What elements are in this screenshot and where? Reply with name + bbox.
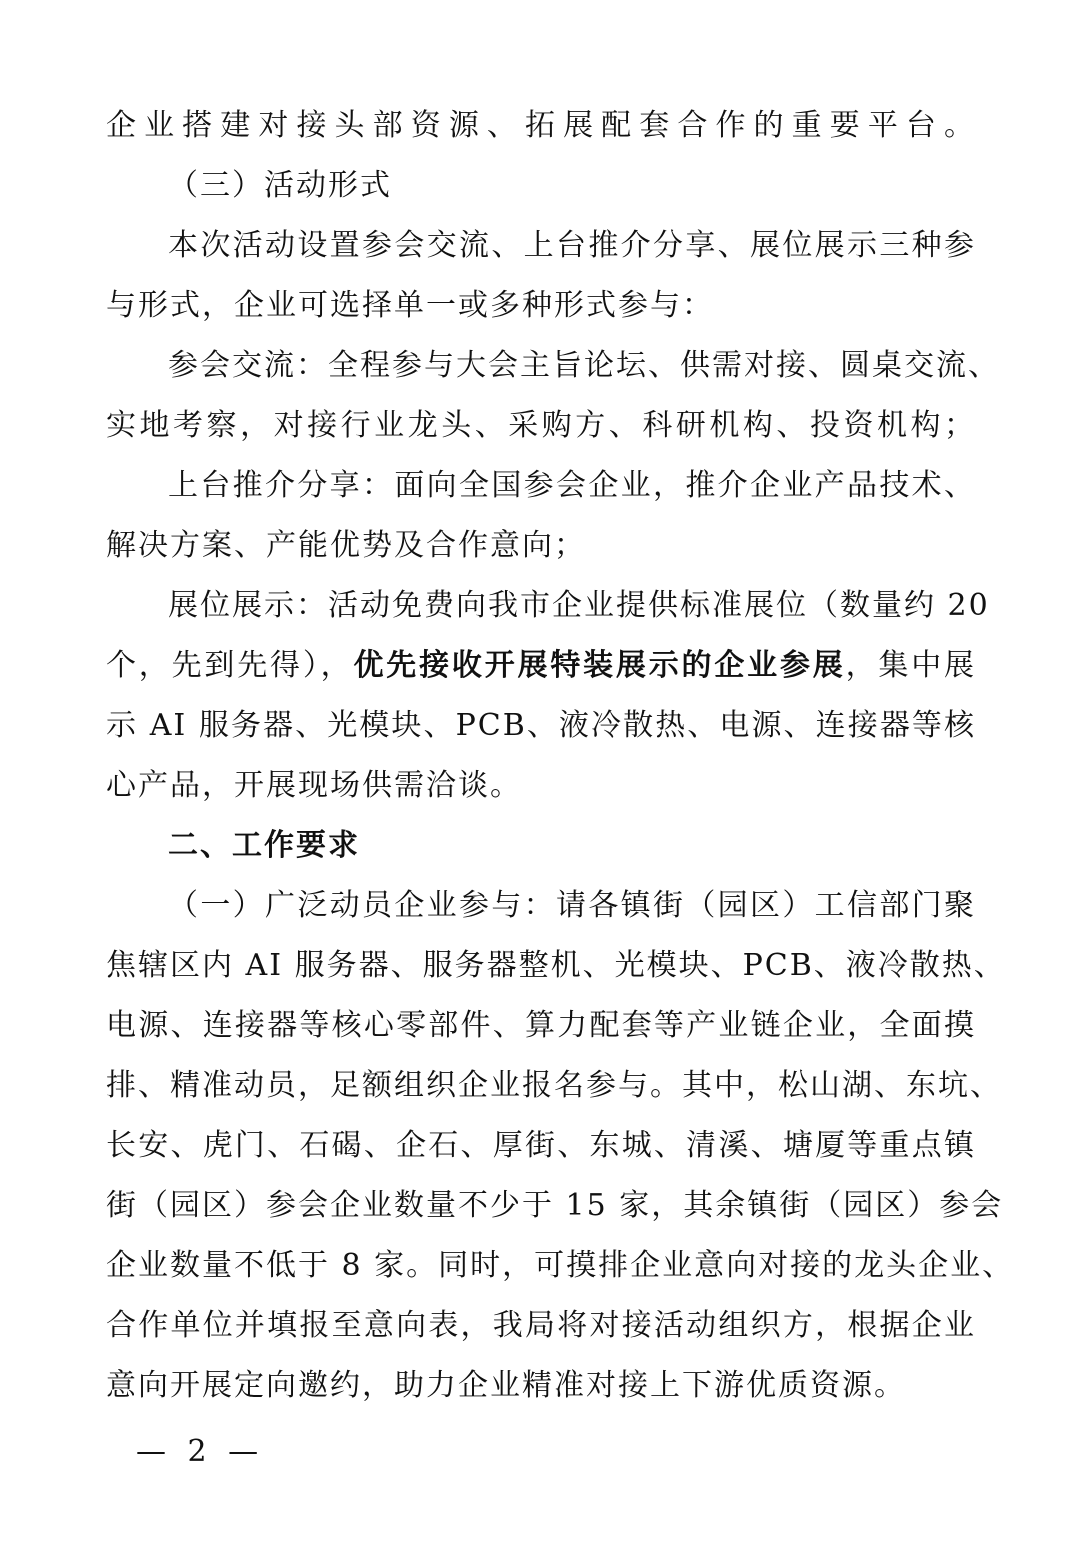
text-line: 长安、虎门、石碣、企石、厚街、东城、清溪、塘厦等重点镇	[106, 1128, 976, 1163]
text-line: 心产品，开展现场供需洽谈。	[106, 768, 522, 803]
text-line: 示 AI 服务器、光模块、PCB、液冷散热、电源、连接器等核	[106, 708, 976, 743]
text-line: 企业数量不低于 8 家。同时，可摸排企业意向对接的龙头企业、	[106, 1248, 1015, 1283]
text-line: 实地考察，对接行业龙头、采购方、科研机构、投资机构；	[106, 408, 976, 443]
text-line: 参会交流：全程参与大会主旨论坛、供需对接、圆桌交流、	[168, 348, 1000, 383]
text-line: 展位展示：活动免费向我市企业提供标准展位（数量约 20	[168, 588, 990, 623]
text-line: 意向开展定向邀约，助力企业精准对接上下游优质资源。	[106, 1368, 906, 1403]
text-line: 与形式，企业可选择单一或多种形式参与：	[106, 288, 714, 323]
text-line: 上台推介分享：面向全国参会企业，推介企业产品技术、	[168, 468, 976, 503]
text-line: 排、精准动员，足额组织企业报名参与。其中，松山湖、东坑、	[106, 1068, 1002, 1103]
text-line: 焦辖区内 AI 服务器、服务器整机、光模块、PCB、液冷散热、	[106, 948, 1006, 983]
text-line: （一）广泛动员企业参与：请各镇街（园区）工信部门聚	[168, 888, 976, 923]
section-heading: 二、工作要求	[168, 828, 360, 863]
section-heading: （三）活动形式	[168, 168, 392, 203]
bold-emphasis: 优先接收开展特装展示的企业参展	[353, 648, 846, 683]
text-line: 企业搭建对接头部资源、拓展配套合作的重要平台。	[106, 108, 976, 143]
text-line: 街（园区）参会企业数量不少于 15 家，其余镇街（园区）参会	[106, 1188, 1004, 1223]
text-run: ，集中展	[845, 648, 977, 683]
text-line: 本次活动设置参会交流、上台推介分享、展位展示三种参	[168, 228, 976, 263]
text-line-mixed	[106, 646, 976, 686]
page-number: — 2 —	[136, 1434, 265, 1469]
text-line: 解决方案、产能优势及合作意向；	[106, 528, 586, 563]
text-line: 电源、连接器等核心零部件、算力配套等产业链企业，全面摸	[106, 1008, 976, 1043]
text-run: 个，先到先得），	[106, 648, 354, 683]
text-line: 合作单位并填报至意向表，我局将对接活动组织方，根据企业	[106, 1308, 976, 1343]
